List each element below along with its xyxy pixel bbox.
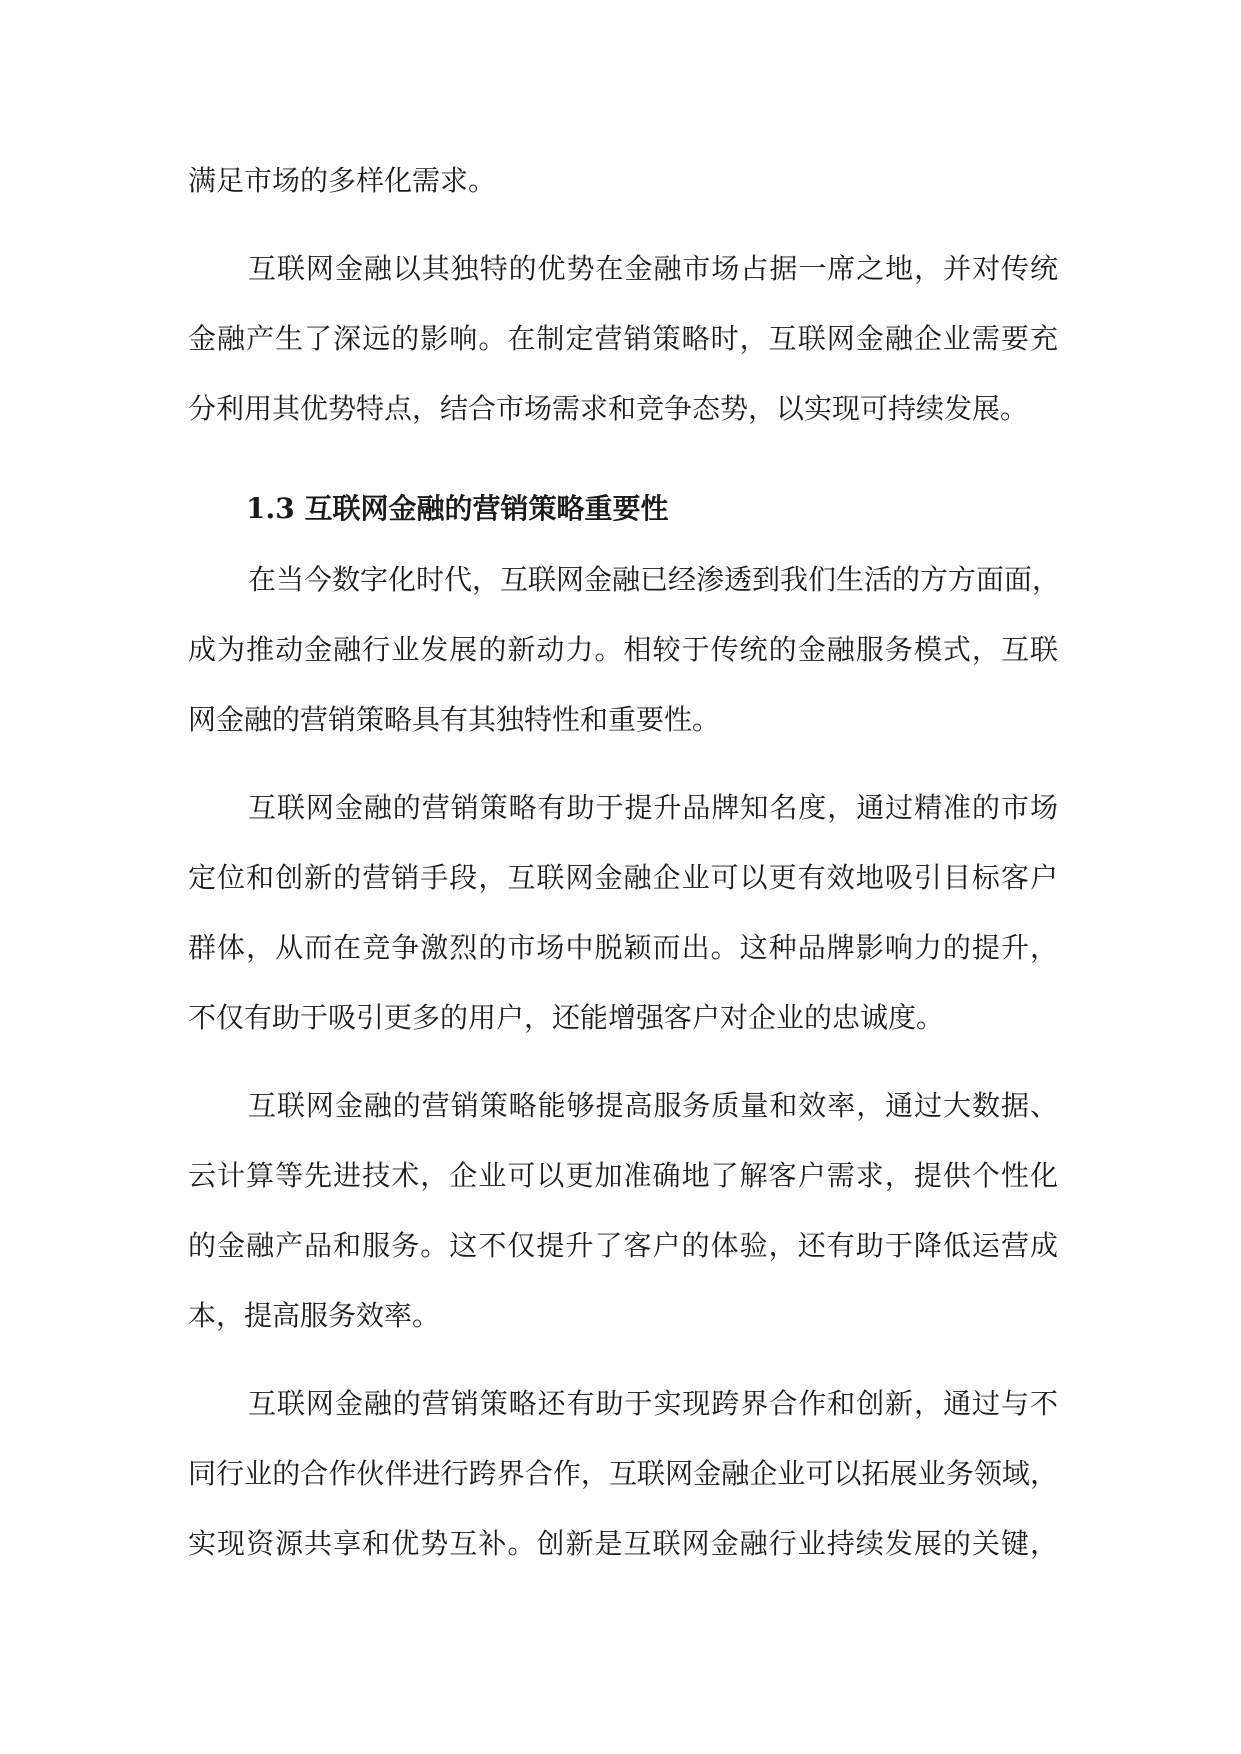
paragraph-line: 本，提高服务效率。	[188, 1299, 441, 1332]
paragraph-line: 群体，从而在竞争激烈的市场中脱颖而出。这种品牌影响力的提升，	[188, 931, 1058, 964]
paragraph-line: 在当今数字化时代，互联网金融已经渗透到我们生活的方方面面，	[248, 563, 1061, 596]
paragraph-line: 同行业的合作伙伴进行跨界合作，互联网金融企业可以拓展业务领域，	[188, 1457, 1058, 1490]
paragraph-line: 的金融产品和服务。这不仅提升了客户的体验，还有助于降低运营成	[188, 1229, 1058, 1262]
paragraph-spacing	[188, 1053, 1058, 1071]
paragraph-line: 互联网金融以其独特的优势在金融市场占据一席之地，并对传统	[248, 252, 1058, 285]
paragraph-spacing	[188, 216, 1058, 234]
paragraph-line: 金融产生了深远的影响。在制定营销策略时，互联网金融企业需要充	[188, 322, 1058, 355]
paragraph-line: 互联网金融的营销策略有助于提升品牌知名度，通过精准的市场	[248, 791, 1058, 824]
paragraph-line: 网金融的营销策略具有其独特性和重要性。	[188, 703, 721, 736]
paragraph-line: 云计算等先进技术，企业可以更加准确地了解客户需求，提供个性化	[188, 1159, 1058, 1192]
paragraph-line: 满足市场的多样化需求。	[188, 164, 497, 197]
paragraph-line: 实现资源共享和优势互补。创新是互联网金融行业持续发展的关键，	[188, 1527, 1058, 1560]
paragraph-line: 互联网金融的营销策略还有助于实现跨界合作和创新，通过与不	[248, 1387, 1058, 1420]
section-heading: 1.3 互联网金融的营销策略重要性	[246, 492, 669, 525]
paragraph-spacing	[188, 755, 1058, 773]
paragraph-line: 不仅有助于吸引更多的用户，还能增强客户对企业的忠诚度。	[188, 1001, 945, 1034]
paragraph-line: 定位和创新的营销手段，互联网金融企业可以更有效地吸引目标客户	[188, 861, 1058, 894]
document-body	[188, 146, 1061, 1579]
paragraph-line: 分利用其优势特点，结合市场需求和竞争态势，以实现可持续发展。	[188, 392, 1029, 425]
paragraph-spacing	[188, 1351, 1058, 1369]
paragraph-line: 成为推动金融行业发展的新动力。相较于传统的金融服务模式，互联	[188, 633, 1058, 666]
paragraph-line: 互联网金融的营销策略能够提高服务质量和效率，通过大数据、	[248, 1089, 1058, 1122]
